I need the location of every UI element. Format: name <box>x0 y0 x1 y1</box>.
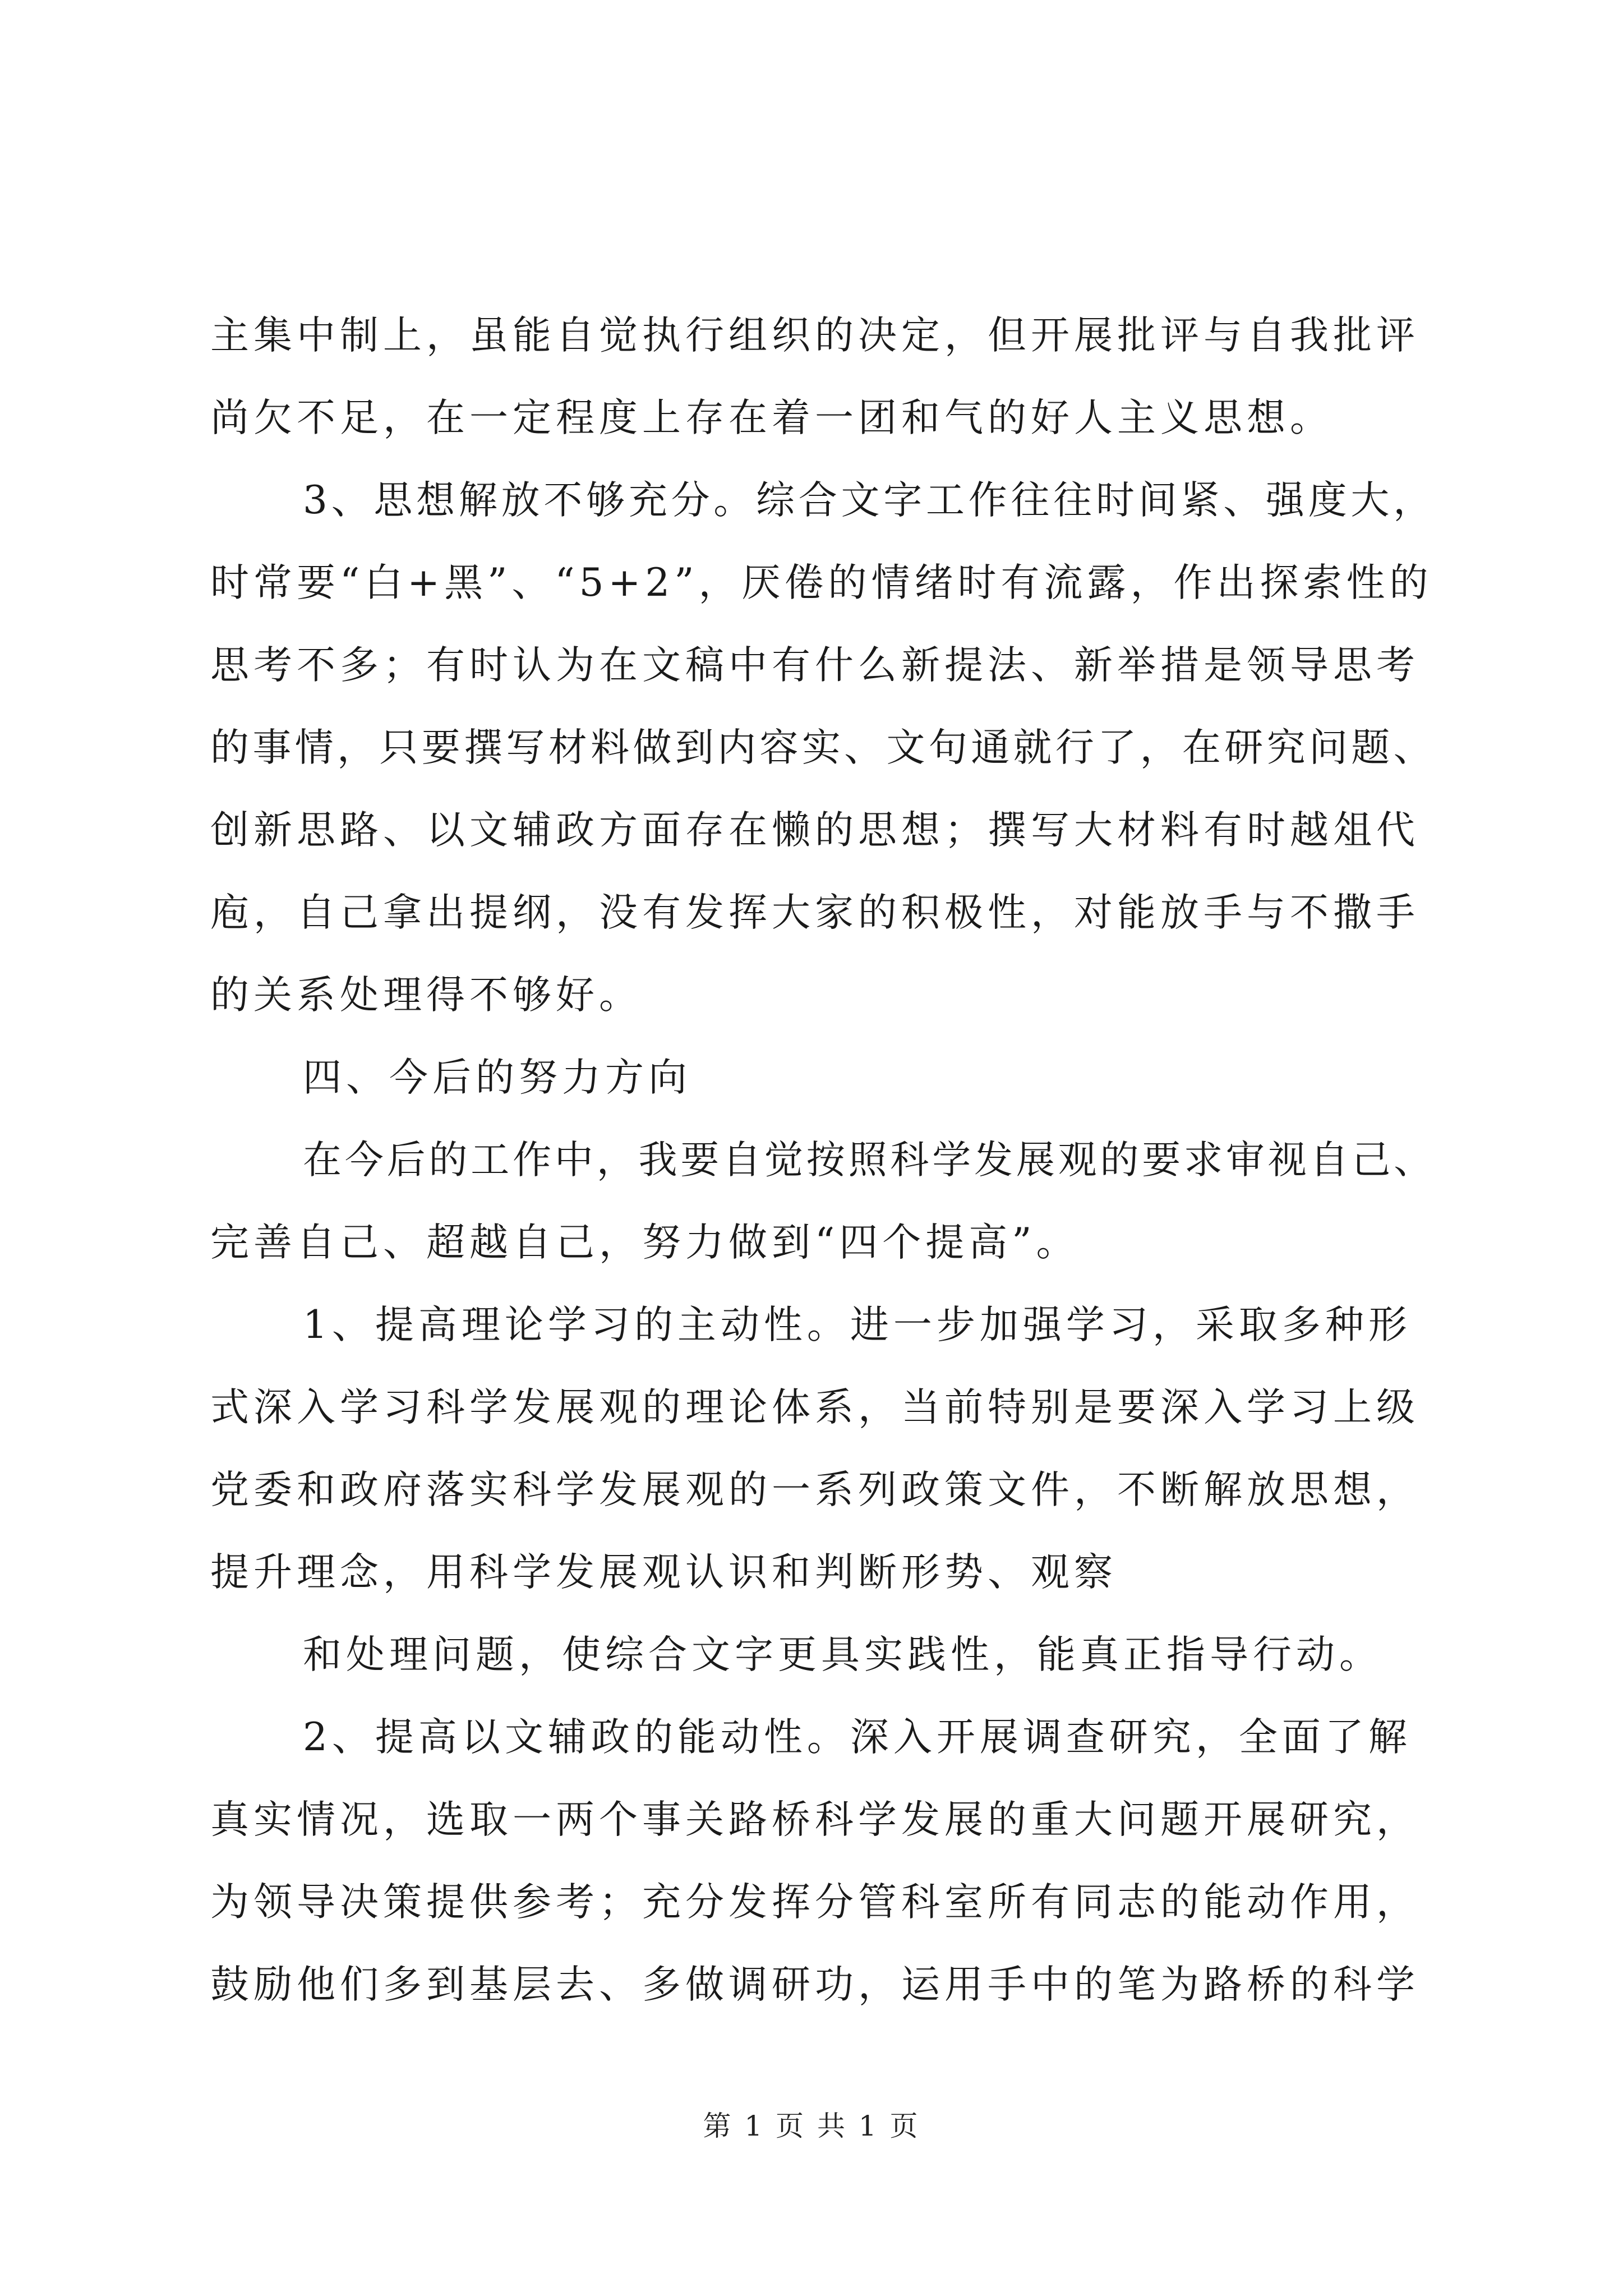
text-line: 为领导决策提供参考；充分发挥分管科室所有同志的能动作用， <box>210 1880 1419 1925</box>
text-line: 2、提高以文辅政的能动性。深入开展调查研究，全面了解 <box>303 1715 1412 1760</box>
text-line: 3、思想解放不够充分。综合文字工作往往时间紧、强度大， <box>303 478 1436 523</box>
text-line: 创新思路、以文辅政方面存在懒的思想；撰写大材料有时越俎代 <box>210 808 1419 853</box>
text-line: 庖，自己拿出提纲，没有发挥大家的积极性，对能放手与不撒手 <box>210 890 1419 935</box>
text-line: 尚欠不足，在一定程度上存在着一团和气的好人主义思想。 <box>210 395 1333 440</box>
text-line: 主集中制上，虽能自觉执行组织的决定，但开展批评与自我批评 <box>210 313 1419 358</box>
text-line: 时常要“白+黑”、“5+2”，厌倦的情绪时有流露，作出探索性的 <box>210 560 1433 605</box>
text-line: 的事情，只要撰写材料做到内容实、文句通就行了，在研究问题、 <box>210 725 1436 770</box>
text-line: 在今后的工作中，我要自觉按照科学发展观的要求审视自己、 <box>303 1138 1436 1182</box>
section-heading: 四、今后的努力方向 <box>303 1055 691 1100</box>
text-line: 完善自己、超越自己，努力做到“四个提高”。 <box>210 1220 1080 1265</box>
text-line: 党委和政府落实科学发展观的一系列政策文件，不断解放思想， <box>210 1467 1419 1512</box>
text-line: 提升理念，用科学发展观认识和判断形势、观察 <box>210 1550 1117 1595</box>
text-line: 1、提高理论学习的主动性。进一步加强学习，采取多种形 <box>303 1303 1412 1347</box>
text-line: 式深入学习科学发展观的理论体系，当前特别是要深入学习上级 <box>210 1385 1419 1430</box>
page-footer: 第 1 页 共 1 页 <box>703 2110 920 2142</box>
text-line: 鼓励他们多到基层去、多做调研功，运用手中的笔为路桥的科学 <box>210 1962 1419 2007</box>
text-line: 真实情况，选取一两个事关路桥科学发展的重大问题开展研究， <box>210 1797 1419 1842</box>
text-line: 和处理问题，使综合文字更具实践性，能真正指导行动。 <box>303 1632 1382 1677</box>
text-line: 的关系处理得不够好。 <box>210 973 642 1018</box>
text-line: 思考不多；有时认为在文稿中有什么新提法、新举措是领导思考 <box>210 643 1419 688</box>
